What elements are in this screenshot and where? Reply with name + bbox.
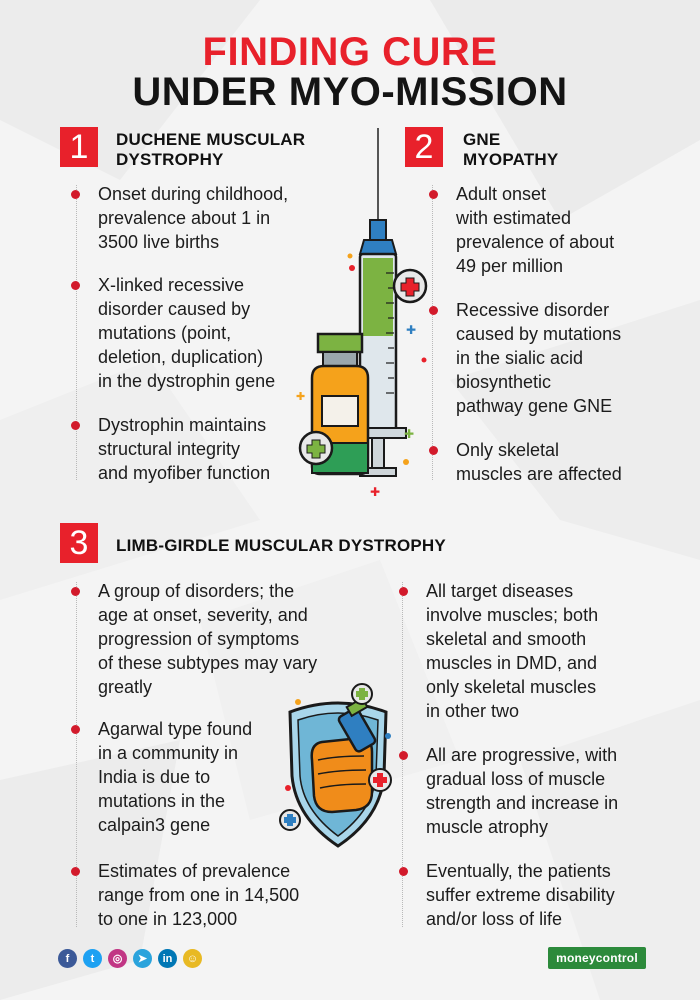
bullet-dot — [71, 190, 80, 199]
section-3-left-bullet-3 — [98, 859, 299, 931]
linkedin-icon[interactable]: in — [158, 949, 177, 968]
bullet-text: Estimates of prevalence range from one in 14,500 to one in 123,000 — [98, 861, 300, 929]
bullet-text: Recessive disorder caused by mutations in the sialic acid biosynthetic pathway gene GNE — [456, 300, 622, 416]
shield-fist-illustration — [276, 680, 400, 850]
section-2-bullet-1 — [456, 182, 614, 278]
moneycontrol-logo[interactable]: moneycontrol — [548, 947, 646, 969]
section-2-timeline — [432, 185, 433, 480]
section-1-bullet-2 — [98, 273, 275, 393]
bullet-text: Only skeletal muscles are affected — [456, 440, 622, 484]
bullet-dot — [71, 587, 80, 596]
section-3-right-bullet-2 — [426, 743, 618, 839]
facebook-icon[interactable]: f — [58, 949, 77, 968]
section-2-heading: GNE MYOPATHY — [463, 130, 559, 169]
section-3-right-bullet-1 — [426, 579, 598, 723]
bullet-dot — [71, 725, 80, 734]
bullet-text: Adult onset with estimated prevalence of about 49 per million — [456, 184, 615, 276]
bullet-dot — [71, 421, 80, 430]
bullet-text: Eventually, the patients suffer extreme disability and/or loss of life — [426, 861, 615, 929]
bullet-dot — [71, 867, 80, 876]
bullet-dot — [399, 867, 408, 876]
section-1-heading: DUCHENE MUSCULAR DYSTROPHY — [116, 130, 306, 169]
bullet-dot — [399, 587, 408, 596]
title-line-2: UNDER MYO-MISSION — [132, 70, 568, 114]
svg-text:✚: ✚ — [370, 485, 381, 499]
bullet-dot — [429, 446, 438, 455]
section-3-left-bullet-2 — [98, 717, 252, 837]
bullet-text: A group of disorders; the age at onset, severity, and progression of symptoms of these subtypes may vary greatly — [98, 581, 318, 697]
section-3-number: 3 — [60, 523, 98, 563]
bullet-dot — [429, 190, 438, 199]
bullet-text: X-linked recessive disorder caused by mutations (point, deletion, duplication) in the dystrophin gene — [98, 275, 276, 391]
bullet-dot — [71, 281, 80, 290]
telegram-icon[interactable]: ➤ — [133, 949, 152, 968]
title-line-1: FINDING CURE — [202, 30, 498, 74]
bullet-dot — [399, 751, 408, 760]
section-2-number: 2 — [405, 127, 443, 167]
bullet-text: Dystrophin maintains structural integrity and myofiber function — [98, 415, 271, 483]
bullet-text: All target diseases involve muscles; both skeletal and smooth muscles in DMD, and only skeletal muscles in other two — [426, 581, 599, 721]
section-1-timeline — [76, 185, 77, 480]
svg-text:✚: ✚ — [404, 427, 415, 441]
svg-text:✚: ✚ — [406, 323, 417, 337]
social-icons — [58, 949, 202, 968]
section-3-right-bullet-3 — [426, 859, 615, 931]
section-1-number: 1 — [60, 127, 98, 167]
section-1-bullet-3 — [98, 413, 270, 485]
syringe-vial-illustration — [290, 128, 430, 500]
bullet-text: All are progressive, with gradual loss of muscle strength and increase in muscle atrophy — [426, 745, 619, 837]
bullet-dot — [429, 306, 438, 315]
svg-text:✚: ✚ — [296, 390, 306, 403]
bullet-text: Onset during childhood, prevalence about 1 in 3500 live births — [98, 184, 289, 252]
section-3-heading: LIMB-GIRDLE MUSCULAR DYSTROPHY — [116, 536, 446, 555]
section-2-bullet-2 — [456, 298, 621, 418]
instagram-icon[interactable]: ◎ — [108, 949, 127, 968]
section-1-bullet-1 — [98, 182, 288, 254]
snapchat-icon[interactable]: ☺ — [183, 949, 202, 968]
section-2-bullet-3 — [456, 438, 622, 486]
bullet-text: Agarwal type found in a community in India is due to mutations in the calpain3 gene — [98, 719, 253, 835]
twitter-icon[interactable]: t — [83, 949, 102, 968]
